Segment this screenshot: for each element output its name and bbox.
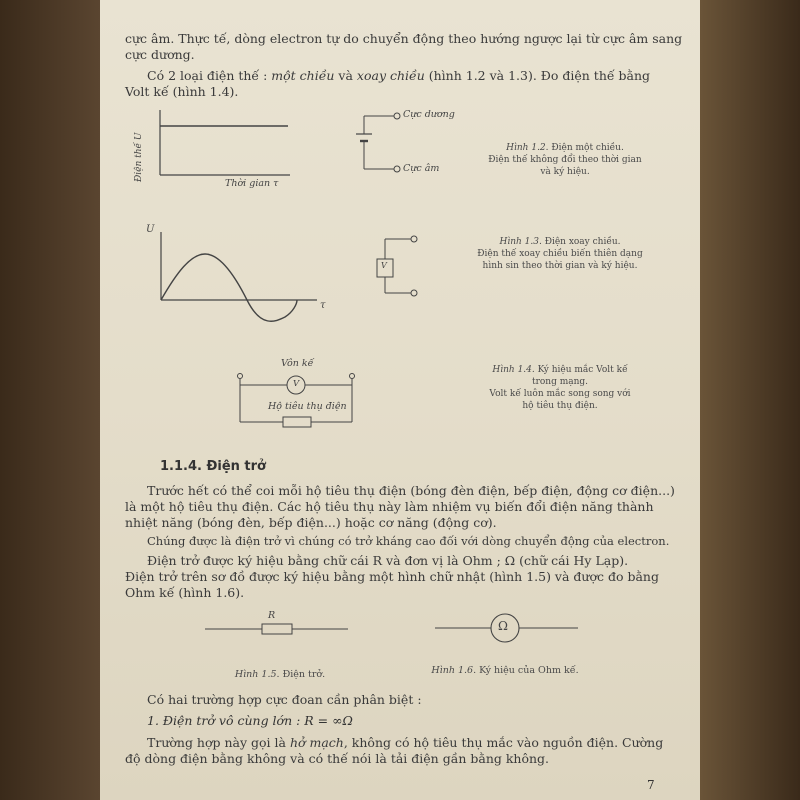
caption-line: Volt kế luôn mắc song song với	[489, 389, 631, 399]
paragraph-line: Ohm kế (hình 1.6).	[125, 585, 245, 600]
text-run: (hình 1.2 và 1.3). Đo điện thế bằng	[424, 68, 651, 83]
positive-terminal-label: Cực dương	[403, 109, 455, 120]
caption-text: . Điện trở.	[276, 669, 326, 680]
resistor-label: R	[268, 610, 276, 621]
caption-line: trong mạng.	[531, 377, 589, 387]
paragraph-line: Chúng được là điện trở vì chúng có trở kháng cao đối với dòng chuyển động của electron.	[147, 534, 670, 548]
paragraph-line	[147, 68, 650, 84]
text-run: Trường hợp này gọi là	[147, 735, 290, 750]
caption-line: và ký hiệu.	[540, 167, 590, 177]
paragraph-line: là một hộ tiêu thụ điện. Các hộ tiêu thụ này làm nhiệm vụ biến đổi điện năng thành	[125, 499, 654, 514]
caption-title: Hình 1.6	[431, 665, 474, 676]
emphasis-text: một chiều	[271, 68, 335, 83]
voltmeter-symbol: V	[293, 379, 300, 389]
paragraph-line: nhiệt năng (bóng đèn, bếp điện...) hoặc cơ năng (động cơ).	[125, 515, 497, 530]
paragraph-line: độ dòng điện bằng không và có thế nói là tải điện gần bằng không.	[125, 751, 550, 766]
y-axis-label: Điện thế U	[134, 132, 144, 182]
caption-line	[465, 142, 665, 154]
figure-1-3-graph	[155, 232, 325, 322]
figure-1-3-caption	[460, 236, 660, 272]
caption-text: . Điện một chiều.	[545, 143, 624, 153]
negative-terminal-label: Cực âm	[403, 163, 440, 174]
y-axis-label: U	[146, 224, 155, 235]
text-run: và	[334, 68, 357, 83]
figure-1-6-caption	[425, 665, 585, 677]
caption-text: . Điện xoay chiều.	[538, 237, 621, 247]
figure-1-2-caption	[465, 142, 665, 178]
voltmeter-label: Vôn kế	[281, 358, 314, 369]
paragraph-line: Điện trở được ký hiệu bằng chữ cái R và đơn vị là Ohm ; Ω (chữ cái Hy Lạp).	[147, 553, 629, 568]
figure-1-5-resistor	[205, 620, 350, 640]
x-axis-label: Thời gian τ	[225, 178, 279, 189]
paragraph-line: Điện trở trên sơ đồ được ký hiệu bằng một hình chữ nhật (hình 1.5) và được đo bằng	[125, 569, 659, 584]
paragraph-line: cực dương.	[125, 47, 195, 62]
figure-1-5-caption	[220, 669, 340, 681]
paragraph-line: cực âm. Thực tế, dòng electron tự do chuyển động theo hướng ngược lại từ cực âm sang	[125, 31, 683, 46]
caption-line: hộ tiêu thụ điện.	[522, 401, 598, 411]
caption-text: . Ký hiệu mắc Volt kế	[531, 365, 628, 375]
ohmmeter-symbol: Ω	[498, 619, 508, 633]
paragraph-line	[147, 735, 663, 751]
book-page	[100, 0, 700, 800]
caption-text: . Ký hiệu của Ohm kế.	[473, 665, 579, 676]
caption-title: Hình 1.3	[499, 237, 539, 247]
text-run: , không có hộ tiêu thụ mắc vào nguồn điện. Cường	[343, 735, 664, 750]
caption-title: Hình 1.4	[492, 365, 532, 375]
ac-symbol-label: V	[381, 261, 387, 270]
section-heading: 1.1.4. Điện trở	[160, 459, 266, 474]
caption-title: Hình 1.2	[506, 143, 546, 153]
paragraph-line: Trước hết có thể coi mỗi hộ tiêu thụ điện (bóng đèn điện, bếp điện, động cơ điện...)	[147, 483, 675, 498]
x-axis-label: τ	[320, 300, 326, 311]
book-spine-left	[0, 0, 100, 800]
emphasis-text: hở mạch	[289, 735, 344, 750]
figure-1-2-graph	[150, 110, 300, 185]
caption-line	[460, 236, 660, 248]
paragraph-line: Volt kế (hình 1.4).	[125, 84, 239, 99]
ac-source-symbol	[365, 233, 425, 303]
caption-line: Điện thế không đổi theo thời gian	[488, 155, 642, 165]
caption-line: Điện thế xoay chiều biến thiên dạng	[477, 249, 643, 259]
figure-1-4-caption	[460, 364, 660, 412]
caption-title: Hình 1.5	[234, 669, 277, 680]
text-run: Có 2 loại điện thế :	[147, 68, 272, 83]
load-label: Hộ tiêu thụ điện	[268, 401, 347, 412]
caption-line: hình sin theo thời gian và ký hiệu.	[482, 261, 638, 271]
figure-1-4-circuit	[235, 370, 365, 430]
page-number: 7	[647, 778, 655, 792]
paragraph-line: Có hai trường hợp cực đoan cần phân biệt :	[147, 692, 422, 707]
emphasis-text: xoay chiều	[356, 68, 425, 83]
book-edge-right	[700, 0, 800, 800]
formula-infinite-resistance: 1. Điện trở vô cùng lớn : R = ∞Ω	[147, 713, 353, 728]
caption-line	[460, 364, 660, 376]
battery-symbol	[350, 108, 410, 178]
